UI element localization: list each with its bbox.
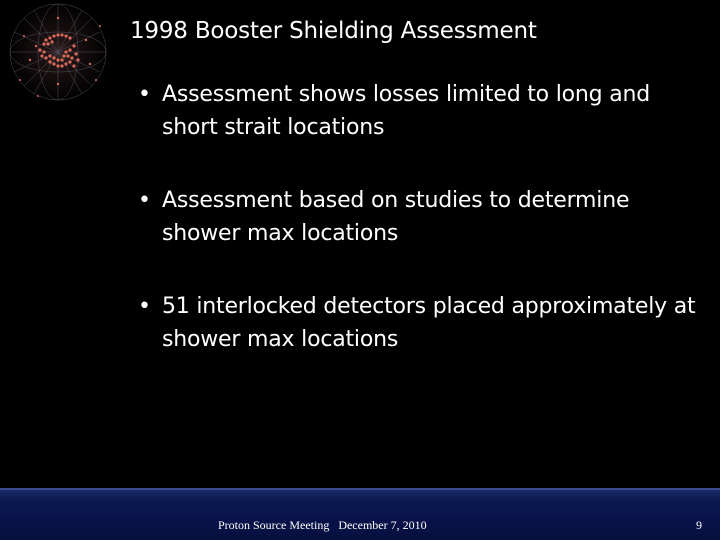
bullet-glyph: •: [138, 294, 151, 319]
bullet-item: [138, 78, 708, 144]
footer-text: Proton Source Meeting December 7, 2010: [218, 518, 427, 532]
network-globe-logo-icon: [0, 0, 120, 120]
footer-bar: [0, 488, 720, 540]
bullet-glyph: •: [138, 82, 151, 107]
bullet-item: [138, 184, 708, 250]
bullet-text: Assessment based on studies to determine shower max locations: [162, 188, 630, 246]
bullet-item: [138, 290, 708, 356]
bullet-text: Assessment shows losses limited to long and short strait locations: [162, 82, 650, 140]
slide-title: 1998 Booster Shielding Assessment: [130, 18, 537, 44]
bullet-glyph: •: [138, 188, 151, 213]
page-number: 9: [696, 518, 702, 532]
bullet-list: [138, 78, 708, 396]
bullet-text: 51 interlocked detectors placed approximately at shower max locations: [162, 294, 696, 352]
